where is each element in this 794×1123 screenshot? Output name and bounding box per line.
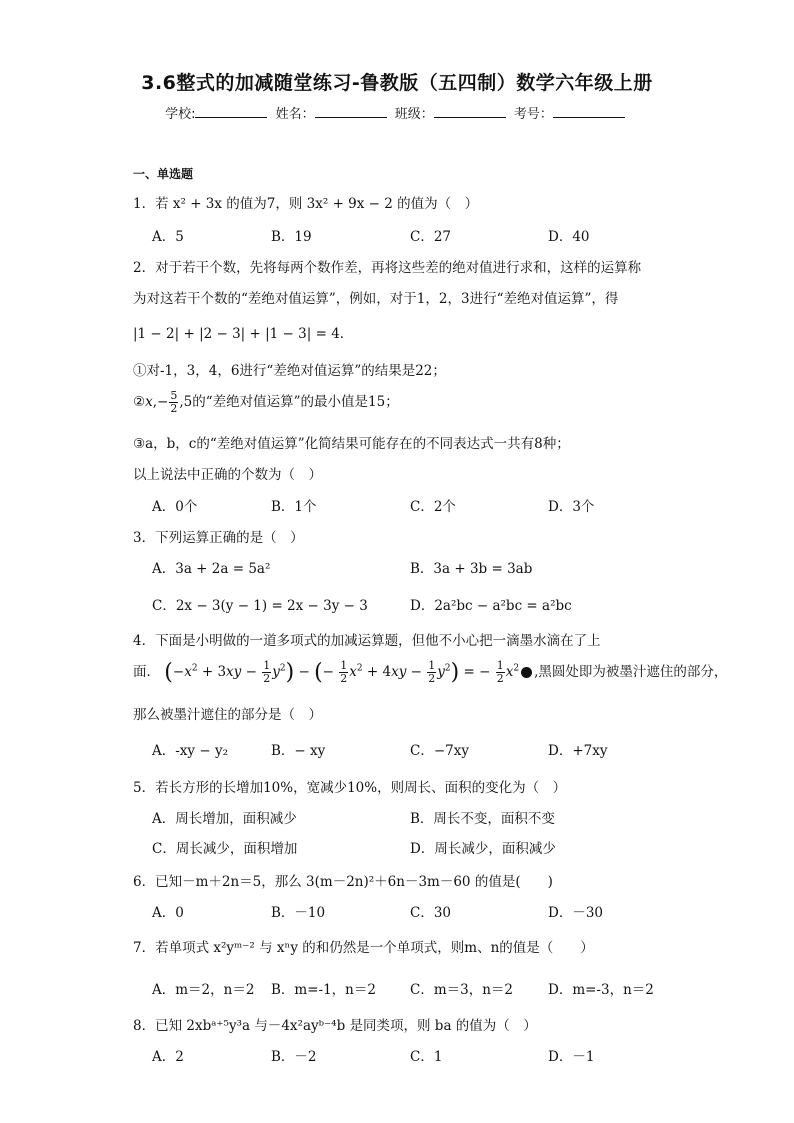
q8-stem: 8．已知 2xbᵃ⁺⁵y³a 与－4x²ayᵇ⁻⁴b 是同类项，则 ba 的值为（ ） — [133, 1018, 537, 1034]
q2-stem-line3: |1 − 2| + |2 − 3| + |1 − 3| = 4． — [133, 326, 354, 342]
class-blank[interactable] — [434, 105, 506, 118]
q4-expression: ($-x^2 + 3xy$ − $\frac{1}{2}$ $y^2$) − (− $\frac{1}{2}$ $x^2 + 4xy$ − $\frac{1}{2}$ $y^2$) = − $\frac{1}{2}$ $x^2$ — [164, 664, 534, 680]
q6-option-c: C．30 — [410, 905, 452, 921]
q7-option-a: A．m＝2，n＝2 — [152, 982, 255, 998]
exam-no-label: 考号： — [513, 107, 553, 122]
q4-stem-suffix: ,黑圆处即为被墨汁遮住的部分， — [534, 664, 728, 680]
q6-option-d: D．－30 — [548, 905, 604, 921]
q4-option-a: A．-xy − y₂ — [152, 743, 228, 759]
ink-blot-icon — [521, 667, 532, 678]
q5-stem: 5．若长方形的长增加10%，宽减少10%，则周长、面积的变化为（ ） — [133, 780, 567, 796]
exam-no-blank[interactable] — [553, 105, 625, 118]
q4-stem-line2 — [133, 660, 727, 685]
name-blank[interactable] — [315, 105, 387, 118]
q4-option-d: D．+7xy — [548, 743, 608, 759]
q2-stem-line1: 2．对于若干个数，先将每两个数作差，再将这些差的绝对值进行求和，这样的运算称 — [133, 260, 642, 276]
page-title: 3.6整式的加减随堂练习-鲁教版（五四制）数学六年级上册 — [141, 72, 653, 94]
q8-option-b: B．－2 — [271, 1049, 317, 1065]
fraction-five-halves: $\frac{5}{2}$ — [170, 389, 178, 415]
q3-option-b: B．3a + 3b = 3ab — [410, 561, 533, 577]
student-info-line — [0, 103, 794, 122]
q7-option-d: D．m=-3，n＝2 — [548, 982, 654, 998]
q5-option-b: B．周长不变，面积不变 — [410, 811, 555, 827]
q8-option-a: A．2 — [152, 1049, 184, 1065]
q6-option-a: A．0 — [152, 905, 184, 921]
q1-option-a: A．5 — [152, 229, 184, 245]
q2-ask: 以上说法中正确的个数为（ ） — [133, 467, 322, 483]
q3-option-c: C．2x − 3(y − 1) = 2x − 3y − 3 — [152, 598, 368, 614]
q2-option-b: B．1个 — [271, 499, 317, 515]
q5-option-a: A．周长增加，面积减少 — [152, 811, 297, 827]
q5-option-c: C．周长减少，面积增加 — [152, 841, 298, 857]
q7-option-c: C．m＝3，n＝2 — [410, 982, 514, 998]
q2-option-c: C．2个 — [410, 499, 456, 515]
q2-option-d: D．3个 — [548, 499, 595, 515]
q4-stem-line3: 那么被墨汁遮住的部分是（ ） — [133, 707, 322, 723]
q3-option-a: A．3a + 2a = 5a² — [152, 561, 271, 577]
school-label: 学校: — [165, 107, 196, 122]
q4-option-b: B．− xy — [271, 743, 326, 759]
q8-option-c: C．1 — [410, 1049, 443, 1065]
q2-statement-2-marker: ② — [133, 394, 146, 410]
q5-option-d: D．周长减少，面积减少 — [410, 841, 556, 857]
q3-stem: 3．下列运算正确的是（ ） — [133, 530, 304, 546]
q2-statement-2: ②x,− $\frac{5}{2}$ ,5的“差绝对值运算”的最小值是15； — [133, 389, 399, 415]
q1-stem: 1．若 x² + 3x 的值为7，则 3x² + 9x − 2 的值为（ ） — [133, 196, 479, 212]
class-label: 班级： — [394, 107, 434, 122]
name-label: 姓名： — [275, 107, 315, 122]
q4-stem-line1: 4．下面是小明做的一道多项式的加减运算题，但他不小心把一滴墨水滴在了上 — [133, 633, 601, 649]
q7-option-b: B．m=-1，n＝2 — [271, 982, 376, 998]
q2-statement-1: ①对-1，3，4，6进行“差绝对值运算”的结果是22； — [133, 363, 446, 379]
q8-option-d: D．－1 — [548, 1049, 595, 1065]
q2-statement-3: ③a，b，c的“差绝对值运算”化简结果可能存在的不同表达式一共有8种； — [133, 436, 570, 452]
school-blank[interactable] — [195, 105, 267, 118]
q6-option-b: B．－10 — [271, 905, 326, 921]
q1-option-b: B．19 — [271, 229, 312, 245]
section-heading: 一、单选题 — [133, 167, 194, 181]
q4-option-c: C．−7xy — [410, 743, 469, 759]
q3-option-d: D．2a²bc − a²bc = a²bc — [410, 598, 572, 614]
q2-statement-2-text: 的“差绝对值运算”的最小值是15； — [192, 394, 399, 410]
q1-option-c: C．27 — [410, 229, 452, 245]
q2-option-a: A．0个 — [152, 499, 198, 515]
q7-stem: 7．若单项式 x²yᵐ⁻² 与 xⁿy 的和仍然是一个单项式，则m、n的值是（ ） — [133, 940, 594, 956]
q1-option-d: D．40 — [548, 229, 590, 245]
q6-stem: 6．已知－m＋2n＝5，那么 3(m－2n)²＋6n－3m－60 的值是( ) — [133, 874, 553, 890]
q2-stem-line2: 为对这若干个数的“差绝对值运算”，例如，对于1，2，3进行“差绝对值运算”，得 — [133, 291, 619, 307]
q4-stem-prefix: 面． — [133, 664, 160, 680]
